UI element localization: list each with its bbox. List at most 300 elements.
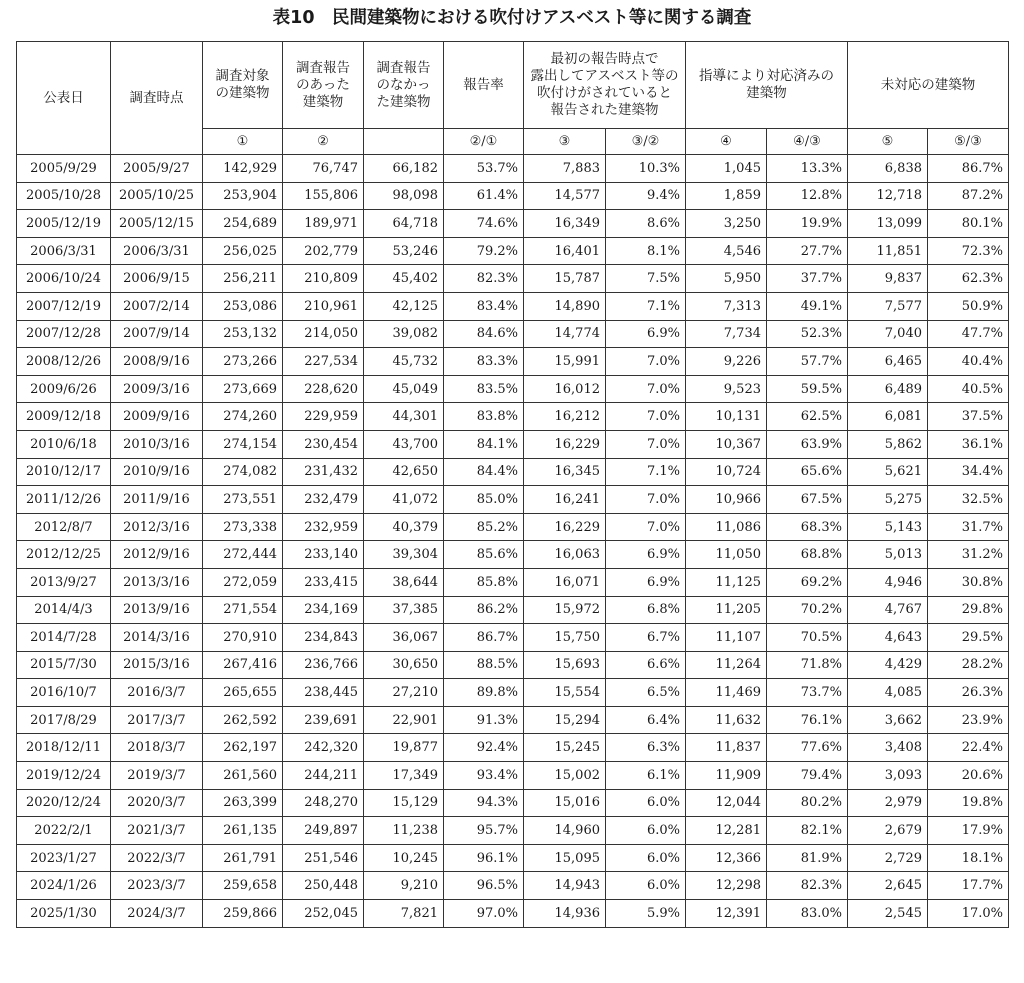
cell-publication-date: 2025/1/30 — [17, 900, 111, 928]
table-row — [17, 210, 1009, 238]
cell-publication-date: 2011/12/26 — [17, 486, 111, 514]
cell-exposed-count: 15,016 — [524, 789, 606, 817]
cell-not-reported-count: 41,072 — [364, 486, 444, 514]
cell-exposed-ratio: 7.0% — [606, 403, 686, 431]
table-row — [17, 541, 1009, 569]
cell-exposed-ratio: 6.9% — [606, 568, 686, 596]
cell-exposed-ratio: 6.9% — [606, 541, 686, 569]
cell-addressed-ratio: 59.5% — [767, 375, 848, 403]
cell-publication-date: 2005/9/29 — [17, 155, 111, 183]
cell-survey-date: 2012/3/16 — [111, 513, 203, 541]
cell-unaddressed-count: 3,093 — [848, 762, 928, 790]
cell-survey-date: 2020/3/7 — [111, 789, 203, 817]
cell-exposed-ratio: 6.9% — [606, 320, 686, 348]
cell-unaddressed-count: 3,662 — [848, 706, 928, 734]
cell-publication-date: 2009/12/18 — [17, 403, 111, 431]
cell-unaddressed-ratio: 28.2% — [928, 651, 1009, 679]
cell-reported-count: 228,620 — [283, 375, 364, 403]
cell-survey-date: 2018/3/7 — [111, 734, 203, 762]
cell-reported-count: 214,050 — [283, 320, 364, 348]
cell-addressed-ratio: 76.1% — [767, 706, 848, 734]
cell-exposed-ratio: 5.9% — [606, 900, 686, 928]
header-exposed-label: 最初の報告時点で 露出してアスベスト等の 吹付けがされていると 報告された建築物 — [530, 51, 679, 118]
cell-exposed-count: 15,991 — [524, 348, 606, 376]
cell-target-count: 271,554 — [203, 596, 283, 624]
cell-not-reported-count: 36,067 — [364, 624, 444, 652]
cell-addressed-count: 11,125 — [686, 568, 767, 596]
table-row — [17, 734, 1009, 762]
header-not-reported-label: 調査報告 のなかっ た建築物 — [376, 59, 431, 110]
cell-addressed-ratio: 68.8% — [767, 541, 848, 569]
cell-reported-count: 251,546 — [283, 844, 364, 872]
cell-exposed-count: 7,883 — [524, 155, 606, 183]
cell-reported-count: 231,432 — [283, 458, 364, 486]
cell-exposed-count: 14,577 — [524, 182, 606, 210]
table-row — [17, 292, 1009, 320]
subheader-cell: ②/① — [444, 129, 524, 155]
cell-exposed-ratio: 7.5% — [606, 265, 686, 293]
cell-addressed-ratio: 68.3% — [767, 513, 848, 541]
cell-reported-count: 210,961 — [283, 292, 364, 320]
cell-not-reported-count: 37,385 — [364, 596, 444, 624]
cell-unaddressed-count: 2,979 — [848, 789, 928, 817]
header-unaddressed-buildings: 未対応の建築物 — [848, 42, 1009, 129]
cell-report-rate: 83.5% — [444, 375, 524, 403]
cell-not-reported-count: 27,210 — [364, 679, 444, 707]
cell-survey-date: 2009/3/16 — [111, 375, 203, 403]
cell-addressed-count: 7,734 — [686, 320, 767, 348]
table-row — [17, 430, 1009, 458]
cell-report-rate: 85.8% — [444, 568, 524, 596]
subheader-cell: ① — [203, 129, 283, 155]
table-row — [17, 789, 1009, 817]
cell-exposed-ratio: 6.3% — [606, 734, 686, 762]
cell-exposed-count: 15,972 — [524, 596, 606, 624]
table-row — [17, 596, 1009, 624]
cell-exposed-count: 15,095 — [524, 844, 606, 872]
cell-addressed-count: 11,264 — [686, 651, 767, 679]
cell-publication-date: 2014/7/28 — [17, 624, 111, 652]
cell-report-rate: 83.3% — [444, 348, 524, 376]
cell-target-count: 261,135 — [203, 817, 283, 845]
cell-not-reported-count: 19,877 — [364, 734, 444, 762]
cell-publication-date: 2009/6/26 — [17, 375, 111, 403]
cell-exposed-count: 16,401 — [524, 237, 606, 265]
cell-exposed-ratio: 10.3% — [606, 155, 686, 183]
cell-addressed-ratio: 27.7% — [767, 237, 848, 265]
cell-addressed-count: 10,367 — [686, 430, 767, 458]
header-reported-label: 調査報告 のあった 建築物 — [296, 59, 350, 110]
cell-survey-date: 2024/3/7 — [111, 900, 203, 928]
table-row — [17, 568, 1009, 596]
cell-unaddressed-count: 4,429 — [848, 651, 928, 679]
cell-unaddressed-ratio: 87.2% — [928, 182, 1009, 210]
cell-unaddressed-count: 5,862 — [848, 430, 928, 458]
cell-exposed-count: 14,943 — [524, 872, 606, 900]
header-target-label: 調査対象 の建築物 — [215, 68, 270, 101]
cell-reported-count: 232,479 — [283, 486, 364, 514]
header-survey-date: 調査時点 — [111, 42, 203, 155]
cell-survey-date: 2005/10/25 — [111, 182, 203, 210]
cell-reported-count: 232,959 — [283, 513, 364, 541]
cell-unaddressed-ratio: 72.3% — [928, 237, 1009, 265]
cell-not-reported-count: 9,210 — [364, 872, 444, 900]
cell-survey-date: 2023/3/7 — [111, 872, 203, 900]
cell-target-count: 273,338 — [203, 513, 283, 541]
cell-unaddressed-ratio: 20.6% — [928, 762, 1009, 790]
cell-unaddressed-ratio: 31.7% — [928, 513, 1009, 541]
cell-unaddressed-ratio: 17.7% — [928, 872, 1009, 900]
cell-report-rate: 79.2% — [444, 237, 524, 265]
cell-target-count: 270,910 — [203, 624, 283, 652]
cell-not-reported-count: 98,098 — [364, 182, 444, 210]
cell-target-count: 274,260 — [203, 403, 283, 431]
cell-addressed-count: 1,859 — [686, 182, 767, 210]
cell-addressed-count: 9,523 — [686, 375, 767, 403]
cell-target-count: 273,266 — [203, 348, 283, 376]
cell-exposed-count: 16,012 — [524, 375, 606, 403]
cell-target-count: 274,082 — [203, 458, 283, 486]
cell-publication-date: 2017/8/29 — [17, 706, 111, 734]
cell-survey-date: 2015/3/16 — [111, 651, 203, 679]
cell-unaddressed-count: 6,465 — [848, 348, 928, 376]
cell-exposed-count: 16,071 — [524, 568, 606, 596]
cell-unaddressed-count: 9,837 — [848, 265, 928, 293]
cell-exposed-ratio: 6.0% — [606, 844, 686, 872]
cell-exposed-count: 15,750 — [524, 624, 606, 652]
cell-not-reported-count: 45,049 — [364, 375, 444, 403]
cell-not-reported-count: 15,129 — [364, 789, 444, 817]
cell-exposed-ratio: 7.1% — [606, 458, 686, 486]
cell-exposed-ratio: 6.7% — [606, 624, 686, 652]
cell-not-reported-count: 22,901 — [364, 706, 444, 734]
cell-target-count: 274,154 — [203, 430, 283, 458]
cell-unaddressed-ratio: 31.2% — [928, 541, 1009, 569]
cell-unaddressed-ratio: 17.9% — [928, 817, 1009, 845]
cell-not-reported-count: 53,246 — [364, 237, 444, 265]
cell-unaddressed-ratio: 26.3% — [928, 679, 1009, 707]
cell-unaddressed-count: 11,851 — [848, 237, 928, 265]
cell-report-rate: 92.4% — [444, 734, 524, 762]
cell-reported-count: 234,169 — [283, 596, 364, 624]
cell-exposed-ratio: 7.0% — [606, 513, 686, 541]
subheader-cell: ③/② — [606, 129, 686, 155]
cell-unaddressed-ratio: 50.9% — [928, 292, 1009, 320]
cell-exposed-count: 15,787 — [524, 265, 606, 293]
cell-addressed-ratio: 73.7% — [767, 679, 848, 707]
table-row — [17, 513, 1009, 541]
cell-addressed-count: 4,546 — [686, 237, 767, 265]
cell-unaddressed-ratio: 17.0% — [928, 900, 1009, 928]
cell-survey-date: 2014/3/16 — [111, 624, 203, 652]
cell-addressed-count: 11,632 — [686, 706, 767, 734]
table-row — [17, 679, 1009, 707]
cell-addressed-ratio: 12.8% — [767, 182, 848, 210]
cell-survey-date: 2009/9/16 — [111, 403, 203, 431]
cell-addressed-count: 11,909 — [686, 762, 767, 790]
cell-exposed-count: 16,229 — [524, 513, 606, 541]
cell-addressed-count: 7,313 — [686, 292, 767, 320]
cell-addressed-count: 12,366 — [686, 844, 767, 872]
cell-target-count: 256,211 — [203, 265, 283, 293]
cell-unaddressed-count: 4,643 — [848, 624, 928, 652]
cell-publication-date: 2010/6/18 — [17, 430, 111, 458]
table-row — [17, 486, 1009, 514]
cell-reported-count: 233,140 — [283, 541, 364, 569]
cell-report-rate: 96.5% — [444, 872, 524, 900]
subheader-cell: ④ — [686, 129, 767, 155]
cell-survey-date: 2013/9/16 — [111, 596, 203, 624]
cell-unaddressed-ratio: 80.1% — [928, 210, 1009, 238]
cell-unaddressed-count: 3,408 — [848, 734, 928, 762]
cell-unaddressed-count: 12,718 — [848, 182, 928, 210]
cell-publication-date: 2007/12/19 — [17, 292, 111, 320]
cell-addressed-count: 10,966 — [686, 486, 767, 514]
cell-survey-date: 2012/9/16 — [111, 541, 203, 569]
cell-target-count: 253,132 — [203, 320, 283, 348]
cell-report-rate: 88.5% — [444, 651, 524, 679]
cell-addressed-count: 12,044 — [686, 789, 767, 817]
cell-addressed-ratio: 71.8% — [767, 651, 848, 679]
cell-reported-count: 189,971 — [283, 210, 364, 238]
header-not-reported-buildings — [364, 42, 444, 129]
cell-unaddressed-count: 4,946 — [848, 568, 928, 596]
cell-unaddressed-count: 5,013 — [848, 541, 928, 569]
cell-unaddressed-count: 5,143 — [848, 513, 928, 541]
cell-not-reported-count: 38,644 — [364, 568, 444, 596]
cell-unaddressed-count: 5,621 — [848, 458, 928, 486]
header-report-rate: 報告率 — [444, 42, 524, 129]
cell-publication-date: 2008/12/26 — [17, 348, 111, 376]
cell-reported-count: 202,779 — [283, 237, 364, 265]
cell-report-rate: 94.3% — [444, 789, 524, 817]
cell-report-rate: 84.6% — [444, 320, 524, 348]
subheader-cell: ⑤ — [848, 129, 928, 155]
header-target-buildings — [203, 42, 283, 129]
table-title: 表10 民間建築物における吹付けアスベスト等に関する調査 — [272, 8, 752, 28]
table-row — [17, 320, 1009, 348]
cell-publication-date: 2005/10/28 — [17, 182, 111, 210]
cell-report-rate: 95.7% — [444, 817, 524, 845]
cell-publication-date: 2018/12/11 — [17, 734, 111, 762]
cell-reported-count: 76,747 — [283, 155, 364, 183]
cell-unaddressed-count: 2,679 — [848, 817, 928, 845]
subheader-cell: ③ — [524, 129, 606, 155]
cell-publication-date: 2016/10/7 — [17, 679, 111, 707]
cell-survey-date: 2007/9/14 — [111, 320, 203, 348]
cell-unaddressed-count: 13,099 — [848, 210, 928, 238]
cell-addressed-count: 3,250 — [686, 210, 767, 238]
cell-reported-count: 249,897 — [283, 817, 364, 845]
cell-unaddressed-ratio: 29.8% — [928, 596, 1009, 624]
cell-not-reported-count: 17,349 — [364, 762, 444, 790]
table-row — [17, 348, 1009, 376]
cell-addressed-ratio: 65.6% — [767, 458, 848, 486]
cell-survey-date: 2008/9/16 — [111, 348, 203, 376]
cell-addressed-ratio: 67.5% — [767, 486, 848, 514]
cell-not-reported-count: 43,700 — [364, 430, 444, 458]
cell-reported-count: 248,270 — [283, 789, 364, 817]
cell-report-rate: 53.7% — [444, 155, 524, 183]
cell-exposed-ratio: 7.0% — [606, 430, 686, 458]
cell-publication-date: 2010/12/17 — [17, 458, 111, 486]
cell-reported-count: 229,959 — [283, 403, 364, 431]
cell-exposed-ratio: 6.0% — [606, 817, 686, 845]
cell-report-rate: 83.4% — [444, 292, 524, 320]
cell-reported-count: 210,809 — [283, 265, 364, 293]
cell-target-count: 262,592 — [203, 706, 283, 734]
cell-addressed-ratio: 63.9% — [767, 430, 848, 458]
cell-exposed-count: 15,693 — [524, 651, 606, 679]
cell-survey-date: 2022/3/7 — [111, 844, 203, 872]
table-row — [17, 762, 1009, 790]
cell-exposed-count: 16,063 — [524, 541, 606, 569]
cell-not-reported-count: 10,245 — [364, 844, 444, 872]
table-row — [17, 458, 1009, 486]
cell-report-rate: 91.3% — [444, 706, 524, 734]
cell-not-reported-count: 45,732 — [364, 348, 444, 376]
cell-publication-date: 2005/12/19 — [17, 210, 111, 238]
cell-not-reported-count: 39,304 — [364, 541, 444, 569]
cell-addressed-count: 11,205 — [686, 596, 767, 624]
cell-unaddressed-count: 2,545 — [848, 900, 928, 928]
cell-exposed-ratio: 6.4% — [606, 706, 686, 734]
cell-publication-date: 2006/3/31 — [17, 237, 111, 265]
cell-not-reported-count: 40,379 — [364, 513, 444, 541]
cell-unaddressed-count: 2,729 — [848, 844, 928, 872]
table-row — [17, 872, 1009, 900]
cell-exposed-ratio: 6.1% — [606, 762, 686, 790]
cell-survey-date: 2011/9/16 — [111, 486, 203, 514]
cell-addressed-ratio: 69.2% — [767, 568, 848, 596]
cell-target-count: 142,929 — [203, 155, 283, 183]
cell-addressed-count: 12,298 — [686, 872, 767, 900]
cell-exposed-count: 16,241 — [524, 486, 606, 514]
cell-publication-date: 2013/9/27 — [17, 568, 111, 596]
cell-exposed-count: 14,890 — [524, 292, 606, 320]
cell-report-rate: 97.0% — [444, 900, 524, 928]
cell-addressed-count: 10,131 — [686, 403, 767, 431]
cell-exposed-count: 14,774 — [524, 320, 606, 348]
cell-not-reported-count: 64,718 — [364, 210, 444, 238]
cell-addressed-ratio: 79.4% — [767, 762, 848, 790]
cell-unaddressed-ratio: 62.3% — [928, 265, 1009, 293]
cell-publication-date: 2023/1/27 — [17, 844, 111, 872]
cell-unaddressed-ratio: 40.5% — [928, 375, 1009, 403]
cell-addressed-count: 11,107 — [686, 624, 767, 652]
cell-report-rate: 82.3% — [444, 265, 524, 293]
cell-addressed-count: 11,469 — [686, 679, 767, 707]
cell-not-reported-count: 11,238 — [364, 817, 444, 845]
table-row — [17, 844, 1009, 872]
cell-exposed-count: 16,349 — [524, 210, 606, 238]
cell-unaddressed-ratio: 32.5% — [928, 486, 1009, 514]
cell-reported-count: 242,320 — [283, 734, 364, 762]
cell-target-count: 262,197 — [203, 734, 283, 762]
cell-publication-date: 2024/1/26 — [17, 872, 111, 900]
cell-target-count: 253,086 — [203, 292, 283, 320]
cell-unaddressed-ratio: 36.1% — [928, 430, 1009, 458]
cell-report-rate: 61.4% — [444, 182, 524, 210]
cell-not-reported-count: 30,650 — [364, 651, 444, 679]
cell-unaddressed-count: 6,489 — [848, 375, 928, 403]
cell-reported-count: 233,415 — [283, 568, 364, 596]
cell-report-rate: 83.8% — [444, 403, 524, 431]
header-row — [17, 42, 1009, 129]
table-row — [17, 651, 1009, 679]
cell-unaddressed-ratio: 47.7% — [928, 320, 1009, 348]
cell-target-count: 272,059 — [203, 568, 283, 596]
cell-unaddressed-ratio: 19.8% — [928, 789, 1009, 817]
cell-survey-date: 2019/3/7 — [111, 762, 203, 790]
header-addressed-buildings — [686, 42, 848, 129]
cell-report-rate: 85.2% — [444, 513, 524, 541]
cell-survey-date: 2017/3/7 — [111, 706, 203, 734]
cell-exposed-ratio: 6.6% — [606, 651, 686, 679]
cell-exposed-ratio: 7.0% — [606, 486, 686, 514]
table-row — [17, 817, 1009, 845]
table-row — [17, 900, 1009, 928]
cell-addressed-ratio: 81.9% — [767, 844, 848, 872]
cell-reported-count: 244,211 — [283, 762, 364, 790]
cell-addressed-count: 1,045 — [686, 155, 767, 183]
cell-not-reported-count: 39,082 — [364, 320, 444, 348]
cell-report-rate: 96.1% — [444, 844, 524, 872]
cell-addressed-count: 11,086 — [686, 513, 767, 541]
cell-target-count: 259,866 — [203, 900, 283, 928]
cell-addressed-ratio: 57.7% — [767, 348, 848, 376]
cell-not-reported-count: 42,650 — [364, 458, 444, 486]
cell-survey-date: 2006/3/31 — [111, 237, 203, 265]
table-row — [17, 375, 1009, 403]
cell-publication-date: 2019/12/24 — [17, 762, 111, 790]
cell-unaddressed-ratio: 29.5% — [928, 624, 1009, 652]
cell-survey-date: 2016/3/7 — [111, 679, 203, 707]
cell-target-count: 273,669 — [203, 375, 283, 403]
cell-not-reported-count: 42,125 — [364, 292, 444, 320]
cell-target-count: 267,416 — [203, 651, 283, 679]
cell-addressed-count: 11,837 — [686, 734, 767, 762]
cell-addressed-count: 10,724 — [686, 458, 767, 486]
cell-exposed-ratio: 6.0% — [606, 789, 686, 817]
cell-exposed-ratio: 7.0% — [606, 348, 686, 376]
cell-survey-date: 2005/12/15 — [111, 210, 203, 238]
cell-unaddressed-count: 4,767 — [848, 596, 928, 624]
cell-addressed-count: 5,950 — [686, 265, 767, 293]
cell-addressed-count: 12,281 — [686, 817, 767, 845]
cell-target-count: 261,791 — [203, 844, 283, 872]
header-publication-date: 公表日 — [17, 42, 111, 155]
cell-exposed-ratio: 8.1% — [606, 237, 686, 265]
cell-report-rate: 85.0% — [444, 486, 524, 514]
cell-addressed-count: 12,391 — [686, 900, 767, 928]
cell-report-rate: 74.6% — [444, 210, 524, 238]
cell-exposed-count: 16,212 — [524, 403, 606, 431]
header-reported-buildings — [283, 42, 364, 129]
cell-report-rate: 86.2% — [444, 596, 524, 624]
cell-target-count: 253,904 — [203, 182, 283, 210]
cell-publication-date: 2014/4/3 — [17, 596, 111, 624]
header-exposed-buildings — [524, 42, 686, 129]
cell-reported-count: 239,691 — [283, 706, 364, 734]
cell-exposed-ratio: 8.6% — [606, 210, 686, 238]
cell-unaddressed-ratio: 37.5% — [928, 403, 1009, 431]
subheader-cell: ⑤/③ — [928, 129, 1009, 155]
cell-exposed-count: 15,294 — [524, 706, 606, 734]
cell-target-count: 263,399 — [203, 789, 283, 817]
cell-publication-date: 2020/12/24 — [17, 789, 111, 817]
cell-unaddressed-count: 6,838 — [848, 155, 928, 183]
